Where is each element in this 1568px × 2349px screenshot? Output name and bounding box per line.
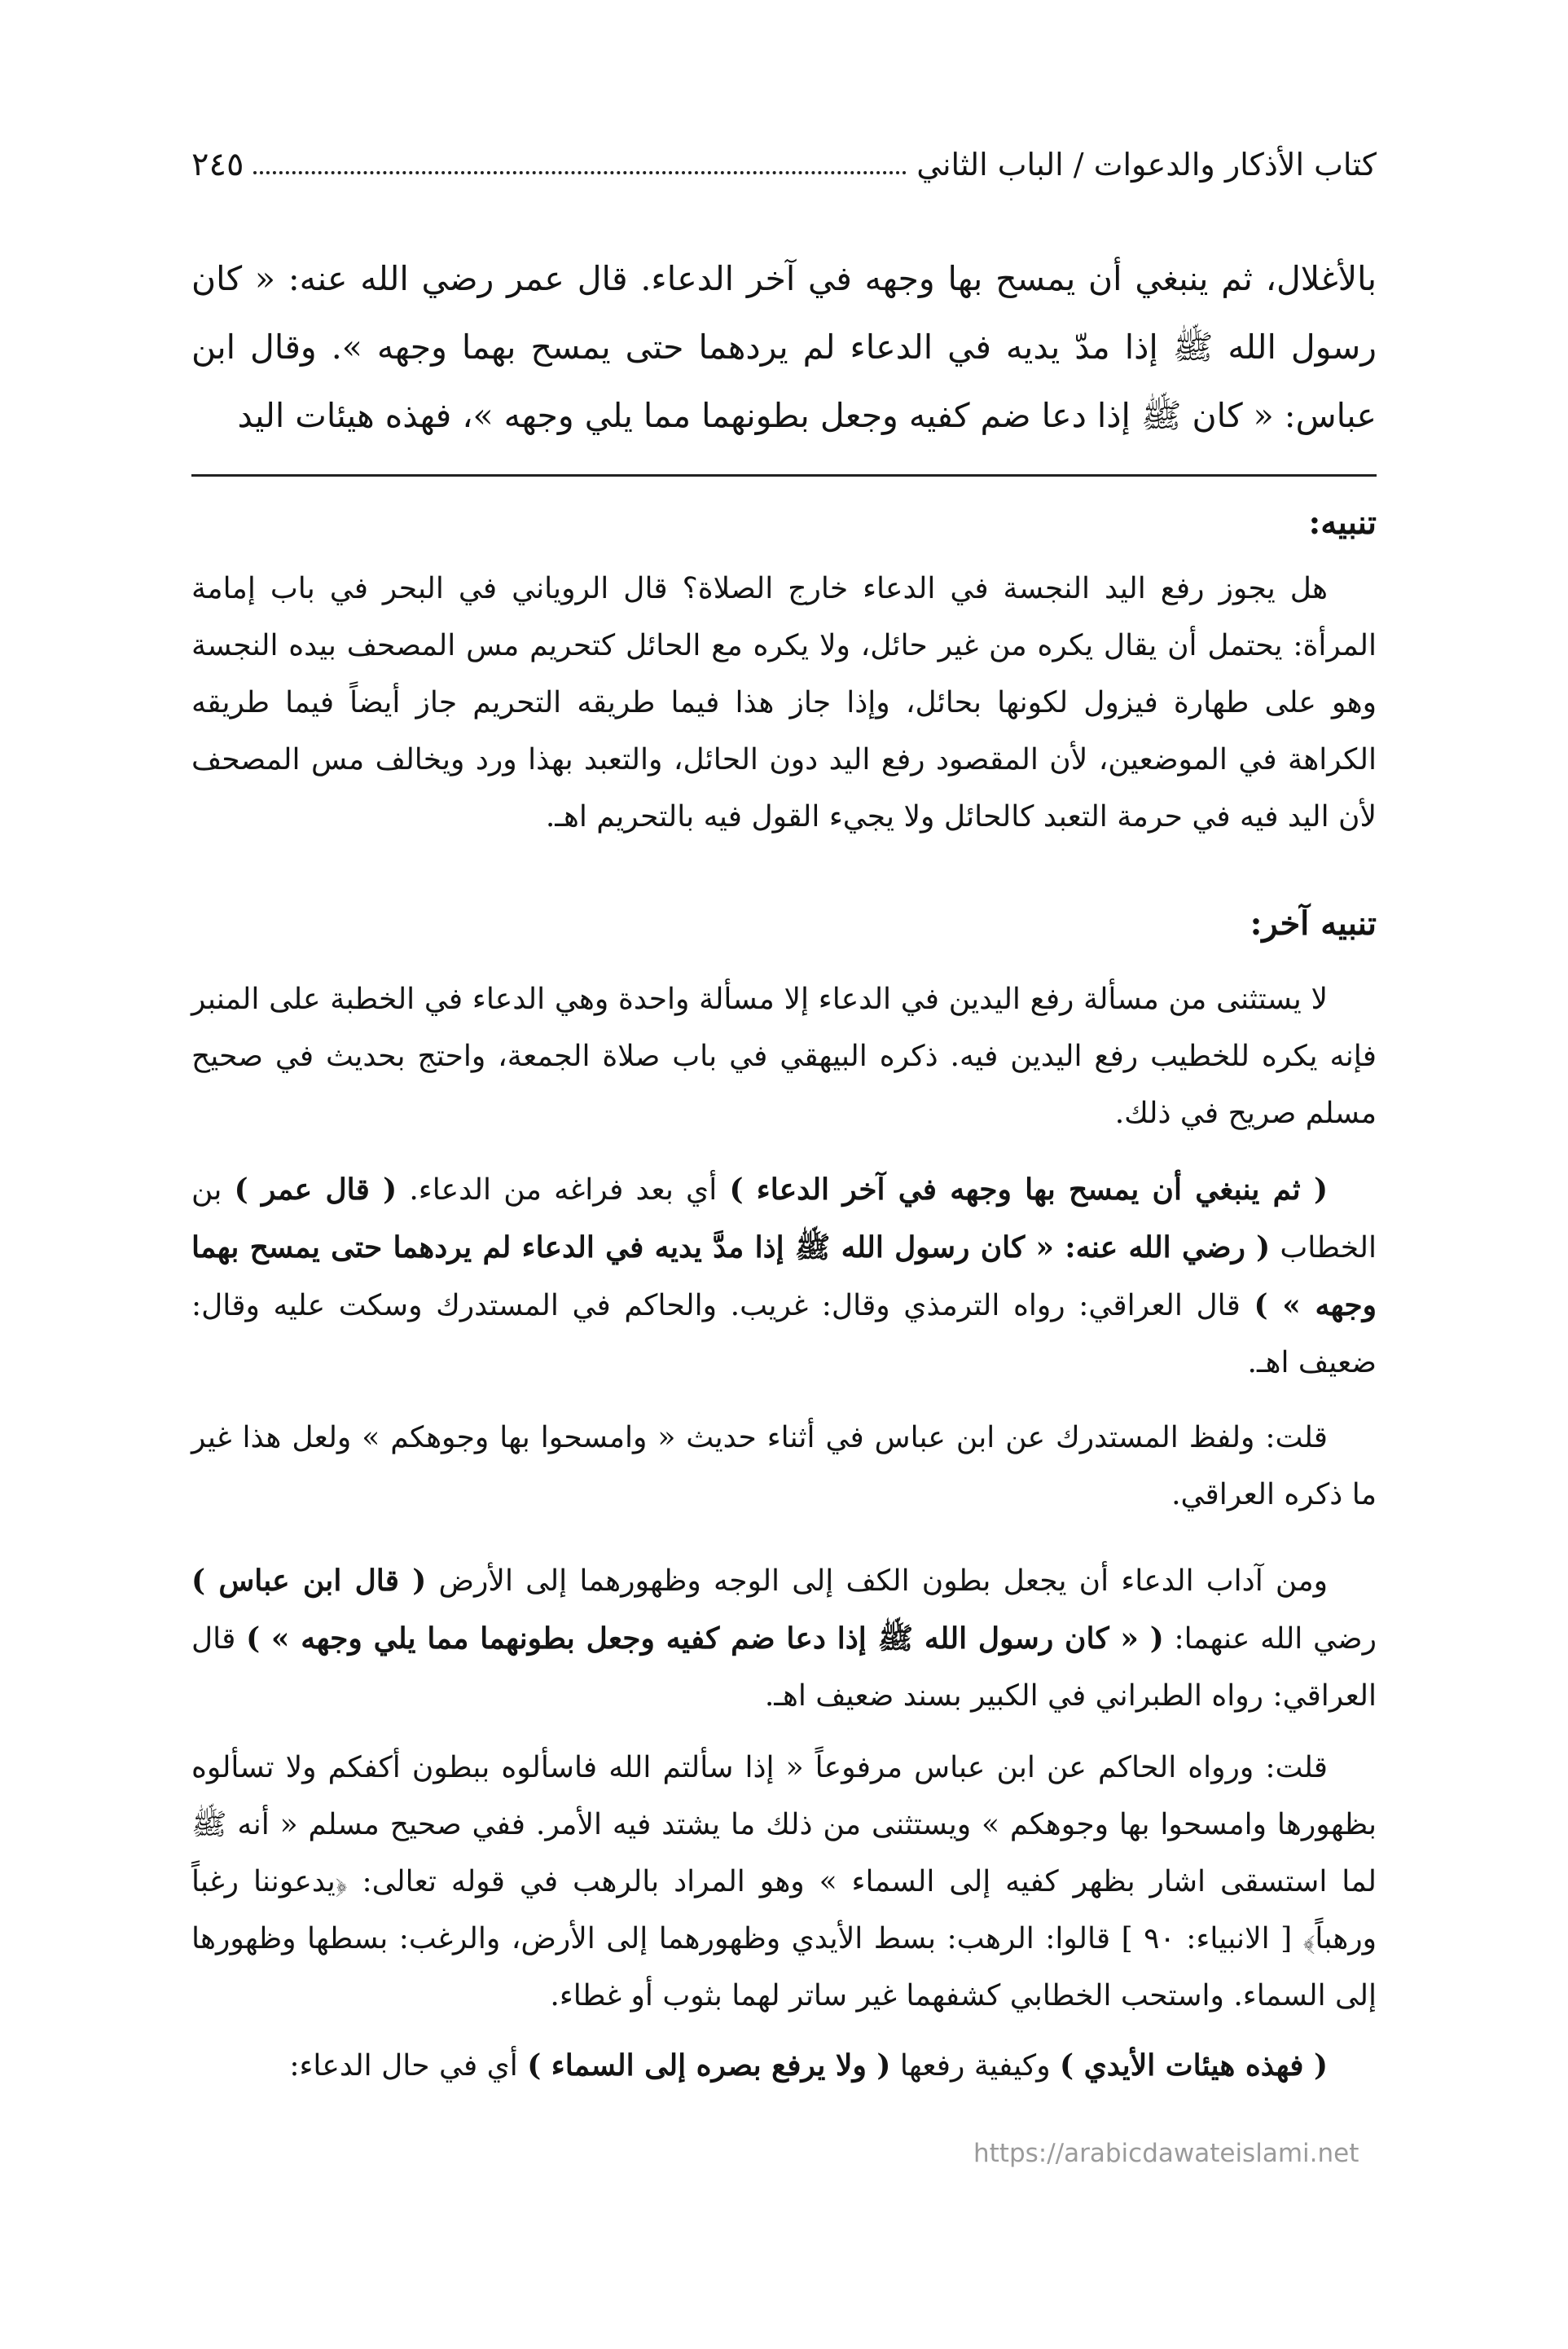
note2-heading: تنبيه آخر:: [1250, 904, 1377, 943]
page-number: ٢٤٥: [191, 146, 244, 183]
explanation: قال العراقي: رواه الطبراني في الكبير بسند ضعيف اهـ.: [191, 1622, 1377, 1713]
header-dotted-leader: [253, 171, 907, 174]
note1-heading-block: [191, 504, 1377, 542]
explanation: أي في حال الدعاء:: [289, 2049, 528, 2083]
explanation: بن الخطاب: [191, 1173, 1377, 1265]
note1-block: [191, 561, 1377, 846]
commentary-p5-text: [191, 2037, 1377, 2095]
explanation: رضي الله عنهما:: [1163, 1622, 1377, 1656]
note2-block: [191, 971, 1377, 1142]
quoted-matn: ( ثم ينبغي أن يمسح بها وجهه في آخر الدعاء ): [729, 1172, 1329, 1207]
main-text: بالأغلال، ثم ينبغي أن يمسح بها وجهه في آخر الدعاء. قال عمر رضي الله عنه: « كان رسول الله ﷺ إذا مدّ يديه في الدعاء لم يردهما حتى يمسح بهما وجهه ». وقال ابن عباس: « كان ﷺ إذا دعا ضم كفيه وجعل بطونهما مما يلي وجهه »، فهذه هيئات اليد: [191, 259, 1377, 435]
commentary-paragraph-5: [191, 2037, 1377, 2095]
quoted-matn: ( « كان رسول الله ﷺ إذا دعا ضم كفيه وجعل بطونهما مما يلي وجهه » ): [246, 1621, 1164, 1656]
explanation: ومن آداب الدعاء أن يجعل بطون الكف إلى الوجه وظهورهما إلى الأرض: [426, 1564, 1328, 1598]
note1-heading: تنبيه:: [1308, 504, 1377, 542]
note2-heading-block: [191, 904, 1377, 943]
explanation: قال العراقي: رواه الترمذي وقال: غريب. والحاكم في المستدرك وسكت عليه وقال: ضعيف اهـ.: [191, 1289, 1377, 1379]
page-header: [191, 140, 1377, 189]
commentary-p3-text: [191, 1552, 1377, 1725]
commentary-paragraph-2: [191, 1410, 1377, 1524]
quoted-matn: ( رضي الله عنه: « كان رسول الله ﷺ إذا مدَّ يديه في الدعاء لم يردهما حتى يمسح بهما وجهه » ): [191, 1230, 1377, 1322]
quoted-matn: ( فهذه هيئات الأيدي ): [1060, 2048, 1328, 2083]
commentary-paragraph-1: [191, 1161, 1377, 1392]
quoted-matn: ( ولا يرفع بصره إلى السماء ): [527, 2048, 891, 2083]
commentary-paragraph-4: [191, 1740, 1377, 2025]
commentary-p2-text: قلت: ولفظ المستدرك عن ابن عباس في أثناء حديث « وامسحوا بها وجوهكم » ولعل هذا غير ما ذكره العراقي.: [191, 1421, 1377, 1511]
commentary-p1-text: [191, 1161, 1377, 1392]
note2-text: لا يستثنى من مسألة رفع اليدين في الدعاء إلا مسألة واحدة وهي الدعاء في الخطبة على المنبر فإنه يكره للخطيب رفع اليدين فيه. ذكره البيهقي في باب صلاة الجمعة، واحتج بحديث في صحيح مسلم صريح في ذلك.: [191, 983, 1377, 1130]
commentary-p4-text: قلت: ورواه الحاكم عن ابن عباس مرفوعاً « إذا سألتم الله فاسألوه ببطون أكفكم ولا تسألوه بظهورها وامسحوا بها وجوهكم » ويستثنى من ذلك ما يشتد فيه الأمر. ففي صحيح مسلم « أنه ﷺ لما استسقى اشار بظهر كفيه إلى السماء » وهو المراد بالرهب في قوله تعالى: ﴿يدعوننا رغباً ورهباً﴾ [ الانبياء: ٩٠ ] قالوا: الرهب: بسط الأيدي وظهورهما إلى الأرض، والرغب: بسطها وظهورها إلى السماء. واستحب الخطابي كشفهما غير ساتر لهما بثوب أو غطاء.: [191, 1751, 1377, 2012]
running-title: كتاب الأذكار والدعوات / الباب الثاني: [916, 147, 1377, 183]
explanation: وكيفية رفعها: [890, 2049, 1061, 2083]
note1-text: هل يجوز رفع اليد النجسة في الدعاء خارج الصلاة؟ قال الروياني في البحر في باب إمامة المرأة: يحتمل أن يقال يكره من غير حائل، ولا يكره مع الحائل كتحريم مس المصحف بيده النجسة وهو على طهارة فيزول لكونها بحائل، وإذا جاز هذا فيما طريقه التحريم جاز أيضاً فيما طريقه الكراهة في الموضعين، لأن المقصود رفع اليد دون الحائل، والتعبد بهذا ورد ويخالف مس المصحف لأن اليد فيه في حرمة التعبد كالحائل ولا يجيء القول فيه بالتحريم اهـ.: [191, 572, 1377, 834]
watermark-url: https://arabicdawateislami.net: [973, 2139, 1359, 2168]
commentary-paragraph-3: [191, 1552, 1377, 1725]
quoted-matn: ( قال عمر ): [234, 1172, 397, 1207]
separator-rule: [191, 474, 1377, 477]
quoted-matn: ( قال ابن عباس ): [191, 1564, 427, 1598]
explanation: أي بعد فراغه من الدعاء.: [397, 1173, 730, 1207]
